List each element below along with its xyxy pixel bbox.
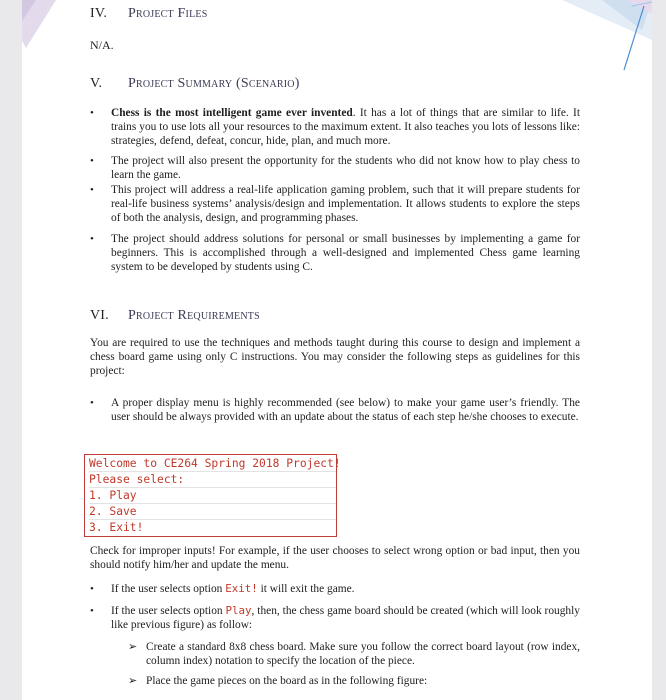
list-item (90, 232, 580, 275)
sub-item-1-text: Create a standard 8x8 chess board. Make sure you follow the correct board layout (row index, column index) notation to specify the location of the piece. (146, 641, 580, 668)
exit-option-post: it will exit the game. (257, 583, 355, 595)
requirements-intro: You are required to use the techniques and methods taught during this course to design and implement a chess board game using only C instructions. You may consider the following steps as guidelines for this project: (90, 337, 580, 378)
section-6-title: Project Requirements (128, 308, 260, 323)
section-4-title: Project Files (128, 6, 208, 21)
menu-code-box (84, 454, 341, 537)
play-option-keyword: Play (225, 604, 252, 618)
list-item (90, 183, 580, 226)
list-item (90, 604, 580, 632)
summary-bullet-2-text: The project will also present the opportunity for the students who did not know how to play chess to learn the game. (111, 154, 580, 181)
section-4-number: IV. (90, 6, 108, 21)
list-item (128, 674, 580, 688)
bullet-dot-icon: • (90, 107, 94, 119)
sub-item-2-text: Place the game pieces on the board as in the following figure: (146, 675, 428, 688)
summary-bullet-list (90, 106, 580, 279)
play-sub-list (128, 640, 580, 695)
list-item (90, 154, 580, 182)
bullet-dot-icon: • (90, 184, 94, 197)
decorative-corner-shape-right (532, 0, 652, 80)
requirements-bullet-1-text: A proper display menu is highly recommended (see below) to make your game user’s friendly. The user should be always provided with an update about the status of each step he/she chooses to execute. (111, 397, 580, 424)
input-check-paragraph: Check for improper inputs! For example, if the user chooses to select wrong option or bad input, then you should notify him/her and update the menu. (90, 545, 580, 572)
menu-options-bullet-list (90, 582, 580, 638)
code-line: Welcome to CE264 Spring 2018 Project! (89, 457, 341, 470)
arrow-bullet-icon: ➢ (128, 641, 138, 653)
bullet-dot-icon: • (90, 605, 94, 618)
section-5-title: Project Summary (Scenario) (128, 76, 300, 91)
summary-bullet-3-text: This project will address a real-life application gaming problem, such that it will prepare students for real-life business systems’ analysis/design and implementation. It allows students to explore the steps of both the analysis, design, and programming phases. (111, 184, 580, 225)
summary-bullet-4-text: The project should address solutions for personal or small businesses by implementing a game for beginners. This is accomplished through a well-designed and implemented Chess game learning system to be developed by students using C. (111, 232, 580, 274)
requirements-bullet-list (90, 396, 580, 429)
list-item (128, 640, 580, 668)
section-5-heading (90, 76, 300, 92)
code-line: 2. Save (89, 504, 336, 520)
summary-bullet-1-text: . It has a lot of things that are similar to life. It trains you to use lots all your resources to the maximum extent. It also teaches you lots of lessons like: strategies, defend, defeat, concur, hide, plan, and much more. (111, 107, 580, 148)
list-item (90, 396, 580, 424)
list-item (90, 582, 580, 596)
arrow-bullet-icon: ➢ (128, 675, 138, 688)
exit-option-pre: If the user selects option (111, 583, 226, 595)
exit-option-keyword: Exit! (225, 582, 258, 595)
summary-bullet-1-bold: Chess is the most intelligent game ever invented (111, 107, 353, 119)
document-page (22, 0, 652, 700)
code-line: Please select: (89, 472, 336, 488)
play-option-post: , then, the chess game board should be created (which will look roughly like previous figure) as follow: (111, 605, 580, 632)
bullet-dot-icon: • (90, 397, 94, 409)
bullet-dot-icon: • (90, 232, 94, 245)
list-item (90, 106, 580, 149)
section-4-heading (90, 6, 207, 22)
section-4-content: N/A. (90, 38, 114, 52)
section-5-number: V. (90, 76, 103, 91)
section-6-heading (90, 308, 260, 324)
section-6-number: VI. (90, 308, 109, 323)
code-line: 3. Exit! (89, 521, 144, 534)
code-line: 1. Play (89, 488, 336, 504)
bullet-dot-icon: • (90, 154, 94, 167)
bullet-dot-icon: • (90, 583, 94, 595)
play-option-pre: If the user selects option (111, 605, 226, 618)
